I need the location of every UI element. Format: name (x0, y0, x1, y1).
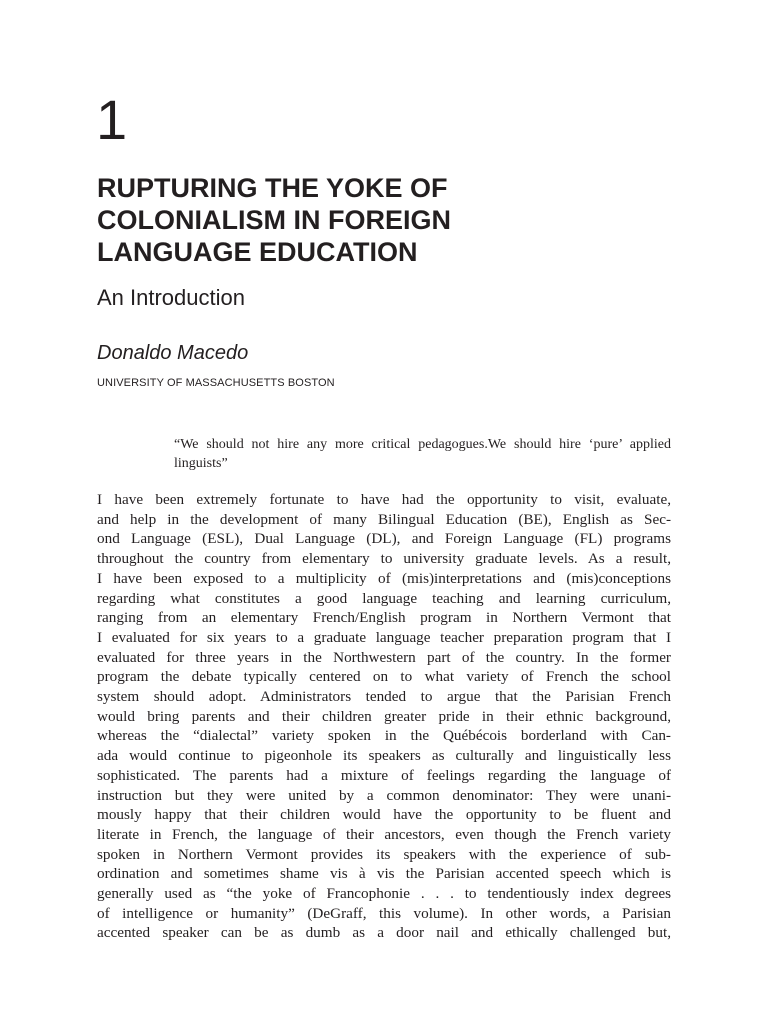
body-line: system should adopt. Administrators tended to argue that the Parisian French (97, 688, 671, 706)
body-line: ordination and sometimes shame vis à vis the Parisian accented speech which is (97, 865, 671, 883)
body-line: throughout the country from elementary to university graduate levels. As a result, (97, 550, 671, 568)
body-line: I have been exposed to a multiplicity of (mis)interpretations and (mis)conceptions (97, 569, 671, 587)
body-line: and help in the development of many Bilingual Education (BE), English as Sec- (97, 510, 671, 528)
body-line: whereas the “dialectal” variety spoken in the Québécois borderland with Can- (97, 727, 671, 745)
body-line: would bring parents and their children greater pride in their ethnic background, (97, 707, 671, 725)
body-line: mously happy that their children would have the opportunity to be fluent and (97, 806, 671, 824)
body-line: literate in French, the language of their ancestors, even though the French variety (97, 825, 671, 843)
body-line: I evaluated for six years to a graduate language teacher preparation program that I (97, 628, 671, 646)
author-name: Donaldo Macedo (97, 342, 249, 364)
body-line: program the debate typically centered on to what variety of French the school (97, 668, 671, 686)
body-line: instruction but they were united by a common denominator: They were unani- (97, 786, 671, 804)
chapter-title (97, 172, 657, 268)
body-line: ond Language (ESL), Dual Language (DL), and Foreign Language (FL) programs (97, 530, 671, 548)
chapter-title-line: RUPTURING THE YOKE OF (97, 173, 448, 203)
chapter-number: 1 (96, 88, 128, 151)
body-line: accented speaker can be as dumb as a door nail and ethically challenged but, (97, 924, 671, 942)
body-line: sophisticated. The parents had a mixture of feelings regarding the language of (97, 766, 671, 784)
body-paragraph (97, 490, 671, 943)
author-affiliation: UNIVERSITY OF MASSACHUSETTS BOSTON (97, 377, 335, 389)
body-line: regarding what constitutes a good language teaching and learning curriculum, (97, 589, 671, 607)
body-line: evaluated for three years in the Northwestern part of the country. In the former (97, 648, 671, 666)
chapter-title-line: LANGUAGE EDUCATION (97, 237, 418, 267)
body-line: ranging from an elementary French/English program in Northern Vermont that (97, 609, 671, 627)
body-line: spoken in Northern Vermont provides its speakers with the experience of sub- (97, 845, 671, 863)
chapter-subtitle: An Introduction (97, 285, 245, 310)
body-line: I have been extremely fortunate to have had the opportunity to visit, evaluate, (97, 491, 671, 508)
body-line: generally used as “the yoke of Francophonie . . . to tendentiously index degrees (97, 885, 671, 903)
chapter-title-line: COLONIALISM IN FOREIGN (97, 205, 451, 235)
epigraph-quote: “We should not hire any more critical pedagogues.We should hire ‘pure’ applied linguists” (174, 437, 671, 471)
body-line: ada would continue to pigeonhole its speakers as culturally and linguistically less (97, 747, 671, 765)
body-line: of intelligence or humanity” (DeGraff, this volume). In other words, a Parisian (97, 904, 671, 922)
